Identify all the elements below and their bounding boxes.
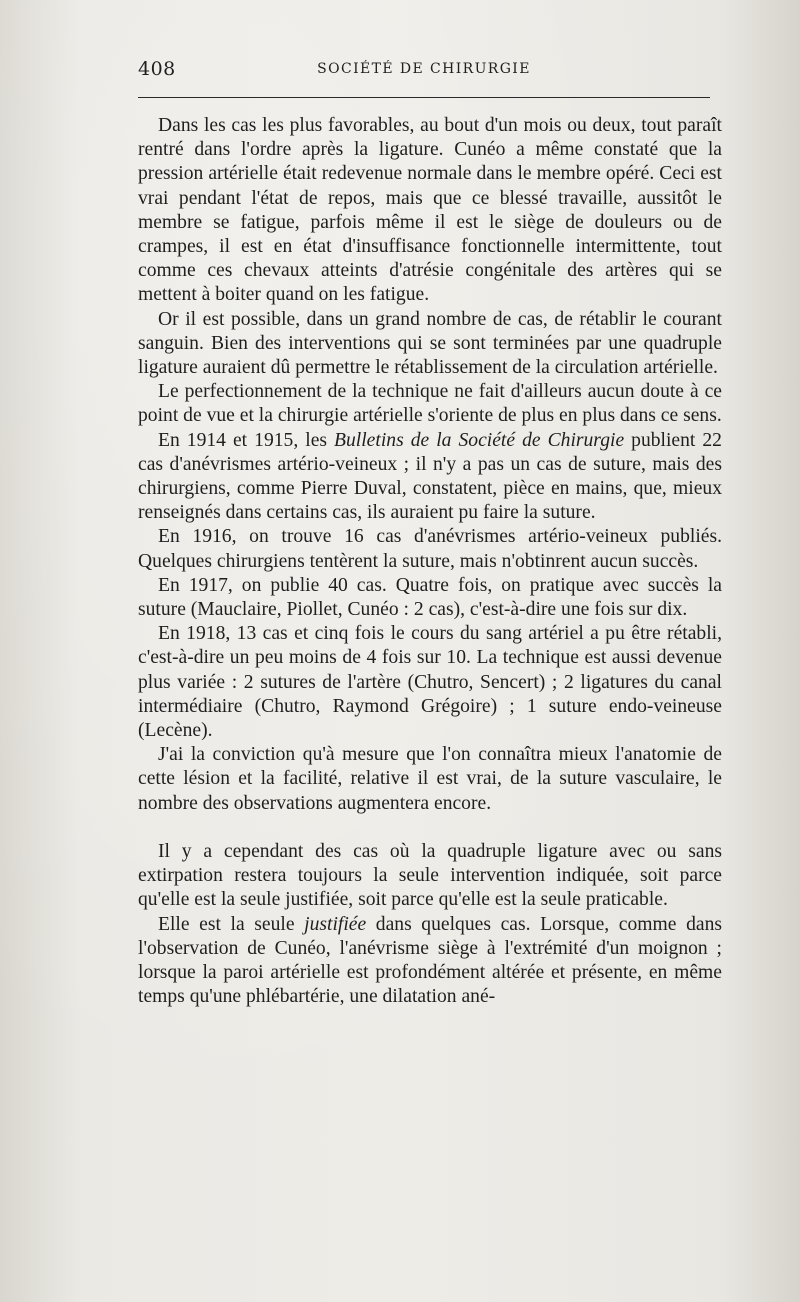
- page-number: 408: [138, 58, 176, 80]
- paragraph-4: [138, 429, 722, 526]
- paragraph-3: Le perfectionnement de la technique ne fait d'ailleurs aucun doute à ce point de vue et la chirurgie artérielle s'oriente de plus en plus dans ce sens.: [138, 381, 722, 427]
- paragraph-6: En 1917, on publie 40 cas. Quatre fois, on pratique avec succès la suture (Mauclaire, Piollet, Cunéo : 2 cas), c'est-à-dire une fois sur dix.: [138, 574, 722, 621]
- paragraph-10-end: dans quelques cas. Lorsque, comme dans l'observation de Cunéo, l'anévrisme siège à l'extrémité d'un moignon ; lorsque la paroi artérielle est profondément altérée et présente, en même temps qu'une phlébartérie, une dilatation ané-: [138, 913, 722, 1008]
- page-header: [138, 58, 710, 88]
- paragraph-10-start: Elle est la seule: [158, 913, 305, 935]
- running-head: SOCIÉTÉ DE CHIRURGIE: [317, 61, 531, 77]
- paragraph-4-start: En 1914 et 1915, les: [158, 429, 335, 451]
- bulletins-title: Bulletins de la Société de Chirurgie: [334, 429, 625, 451]
- paragraph-5: En 1916, on trouve 16 cas d'anévrismes artério-veineux publiés. Quelques chirurgiens tentèrent la suture, mais n'obtinrent aucun succès.: [138, 526, 722, 572]
- paragraph-1: Dans les cas les plus favorables, au bout d'un mois ou deux, tout paraît rentré dans l'ordre après la ligature. Cunéo a même constaté que la pression artérielle était redevenue normale dans le membre opéré. Ceci est vrai pendant l'état de repos, mais que ce blessé travaille, aussitôt le membre se fatigue, parfois même il est le siège de douleurs ou de crampes, il est en état d'insuffisance fonctionnelle intermittente, tout comme ces chevaux atteints d'atrésie congénitale des artères qui se mettent à boiter quand on les fatigue.: [138, 115, 722, 306]
- paragraph-2: Or il est possible, dans un grand nombre de cas, de rétablir le courant sanguin. Bien des interventions qui se sont terminées par une quadruple ligature auraient dû permettre le rétablissement de la circulation artérielle.: [138, 308, 722, 379]
- paragraph-9: Il y a cependant des cas où la quadruple ligature avec ou sans extirpation restera toujours la seule intervention indiquée, soit parce qu'elle est la seule justifiée, soit parce qu'elle est la seule praticable.: [138, 840, 722, 911]
- paragraph-4-end: publient 22 cas d'anévrismes artério-veineux ; il n'y a pas un cas de suture, mais des chirurgiens, comme Pierre Duval, constatent, pièce en mains, que, mieux renseignés dans certains cas, ils auraient pu faire la suture.: [138, 429, 722, 524]
- body-text: [138, 114, 722, 1009]
- paragraph-7: En 1918, 13 cas et cinq fois le cours du sang artériel a pu être rétabli, c'est-à-dire un peu moins de 4 fois sur 10. La technique est aussi devenue plus variée : 2 sutures de l'artère (Chutro, Sencert) ; 2 ligatures du canal intermédiaire (Chutro, Raymond Grégoire) ; 1 suture endo-veineuse (Lecène).: [138, 623, 722, 742]
- header-rule: [138, 97, 710, 98]
- paragraph-8: J'ai la conviction qu'à mesure que l'on connaîtra mieux l'anatomie de cette lésion et la facilité, relative il est vrai, de la suture vasculaire, le nombre des observations augmentera encore.: [138, 744, 722, 814]
- paragraph-10: [138, 913, 722, 1010]
- emphasis-justifiee: justifiée: [304, 913, 367, 935]
